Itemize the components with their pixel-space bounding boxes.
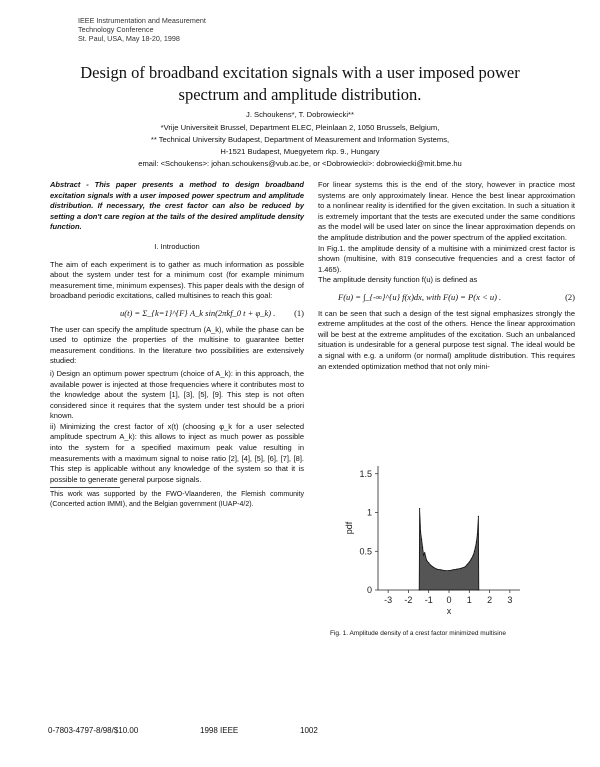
equation-formula: F(u) = ∫_{-∞}^{u} f(x)dx, with F(u) = P(x < u) . xyxy=(338,291,502,302)
header-line: Technology Conference xyxy=(78,25,154,34)
density-point xyxy=(424,552,425,553)
x-axis-label: x xyxy=(446,606,452,616)
section-heading: I. Introduction xyxy=(154,241,200,251)
y-tick-label: 1.5 xyxy=(359,468,372,479)
affiliation-line: ** Technical University Budapest, Department of Measurement and Information Systems, xyxy=(150,135,450,144)
equation-2 xyxy=(318,292,575,303)
page-number: 1002 xyxy=(300,726,318,735)
x-tick-label: 0 xyxy=(446,595,452,605)
left-column xyxy=(50,180,304,509)
density-point xyxy=(474,551,475,552)
density-point xyxy=(473,555,474,556)
density-point xyxy=(465,566,466,567)
affiliation-line: *Vrije Universiteit Brussel, Department ELEC, Pleinlaan 2, 1050 Brussels, Belgium, xyxy=(160,123,440,132)
x-tick-label: 1 xyxy=(466,595,472,605)
affiliations xyxy=(40,122,560,170)
intro-paragraph-2: The user can specify the amplitude spectrum (A_k), while the phase can be used to optimize the properties of the multisine to guarantee better measurement conditions. In the literature two possibilities are extensively studied: xyxy=(50,324,304,366)
abstract: Abstract - This paper presents a method to design broadband excitation signals with a user imposed power spectrum and amplitude distribution. If necessary, the crest factor can also be reduced by setting a don't care region at the tails of the desired amplitude density function. xyxy=(50,180,304,232)
density-point xyxy=(478,516,479,517)
isbn-price: 0-7803-4797-8/98/$10.00 xyxy=(48,726,139,735)
equation-formula: u(t) = Σ_{k=1}^{F} A_k sin(2πkf_0 t + φ_k) . xyxy=(120,307,276,318)
body-paragraph: In Fig.1. the amplitude density of a multisine with a minimized crest factor is shown (multisine, with 819 consecutive frequencies and a crest factor of 1.465). xyxy=(318,243,575,274)
y-tick-label: 1 xyxy=(366,507,372,518)
amplitude-density-chart xyxy=(330,458,530,628)
density-point xyxy=(430,565,431,566)
list-item: i) Design an optimum power spectrum (choice of A_k): in this approach, the available power is injected at those frequencies where it contributes most to the knowledge about the system [1], [3], [5], [9]. This step is not often considered since it requires that the system under test should be a priori known. xyxy=(50,368,304,421)
y-axis-label: pdf xyxy=(344,521,354,535)
density-point xyxy=(476,541,477,542)
density-point xyxy=(420,531,421,532)
header-line: IEEE Instrumentation and Measurement xyxy=(78,16,206,25)
y-tick-label: 0 xyxy=(366,585,372,595)
body-paragraph: The amplitude density function f(u) is defined as xyxy=(318,275,478,285)
density-point xyxy=(419,508,420,509)
density-point xyxy=(477,534,478,535)
list-item: ii) Minimizing the crest factor of x(t) (choosing φ_k for a user selected amplitude spectrum A_k): this allows to inject as much power as possible into the system for a specified maximum peak value resulting in measurements with a maximum signal to noise ratio [2], [4], [5], [6], [7], [8]. This step is applicable without any knowledge of the system so that it is possible to generate general purpose signals. xyxy=(50,421,304,484)
density-point xyxy=(448,570,449,571)
footnote: This work was supported by the FWO-Vlaanderen, the Flemish community (Concerted action IMMI), and the Belgian government (IUAP-4/2). xyxy=(50,491,304,508)
x-tick-label: -2 xyxy=(404,595,413,605)
x-tick-label: 2 xyxy=(487,595,493,605)
density-point xyxy=(444,570,445,571)
equation-number: (1) xyxy=(294,307,304,318)
density-point xyxy=(457,569,458,570)
right-column xyxy=(318,180,575,372)
density-point xyxy=(453,569,454,570)
density-point xyxy=(419,589,420,590)
density-point xyxy=(461,568,462,569)
affiliation-line: H-1521 Budapest, Muegyetem rkp. 9., Hungary xyxy=(220,147,380,156)
density-point xyxy=(426,560,427,561)
intro-paragraph: The aim of each experiment is to gather as much information as possible about the system under test for a minimum cost (for example minimum measurement time, minimum expenses). This paper deals with the design of broadband periodic excitations, called multisines to reach this goal: xyxy=(50,259,304,301)
density-area xyxy=(419,509,479,590)
density-point xyxy=(423,555,424,556)
authors: J. Schoukens*, T. Dobrowiecki** xyxy=(246,110,354,119)
density-point xyxy=(421,539,422,540)
email-line: email: <Schoukens>: johan.schoukens@vub.ac.be, or <Dobrowiecki>: dobrowiecki@mit.bme.hu xyxy=(138,159,462,168)
density-point xyxy=(475,547,476,548)
figure-caption: Fig. 1. Amplitude density of a crest factor minimized multisine xyxy=(330,630,506,637)
density-point xyxy=(422,547,423,548)
header-line: St. Paul, USA, May 18-20, 1998 xyxy=(78,34,180,43)
x-tick-label: -1 xyxy=(424,595,433,605)
y-tick-label: 0.5 xyxy=(359,546,372,557)
density-point xyxy=(469,562,470,563)
density-point xyxy=(478,589,479,590)
x-tick-label: 3 xyxy=(507,595,513,605)
equation-number: (2) xyxy=(565,291,575,302)
title-line-1: Design of broadband excitation signals with a user imposed power xyxy=(80,63,520,82)
density-point xyxy=(440,569,441,570)
x-tick-label: -3 xyxy=(384,595,393,605)
conference-header xyxy=(78,16,206,43)
paper-title xyxy=(60,62,540,106)
equation-1 xyxy=(50,308,304,319)
body-paragraph: It can be seen that such a design of the test signal emphasizes strongly the extreme amplitudes at the cost of the others. Hence the linear approximation will be best at the extreme amplitudes of the excitation. Such an unbalanced situation is undesirable for a general purpose test signal. The ideal would be a signal with e.g. a uniform (or normal) amplitude distribution. This requires an extended optimization method that not only mini- xyxy=(318,308,575,371)
footnote-divider xyxy=(50,487,120,488)
density-point xyxy=(467,564,468,565)
density-point xyxy=(428,562,429,563)
title-line-2: spectrum and amplitude distribution. xyxy=(178,85,422,104)
body-paragraph: For linear systems this is the end of the story, however in practice most systems are only approximately linear. Hence the best linear approximation to a nonlinear reality is identified for the given excitation. In such a situation it is extremely important that the tests are executed under the same conditions as the model will be used later on since the linear approximation depends on the amplitude distribution and the power spectrum of the applied excitation. xyxy=(318,180,575,242)
copyright: 1998 IEEE xyxy=(200,726,239,735)
density-point xyxy=(436,569,437,570)
density-point xyxy=(432,566,433,567)
density-point xyxy=(471,558,472,559)
